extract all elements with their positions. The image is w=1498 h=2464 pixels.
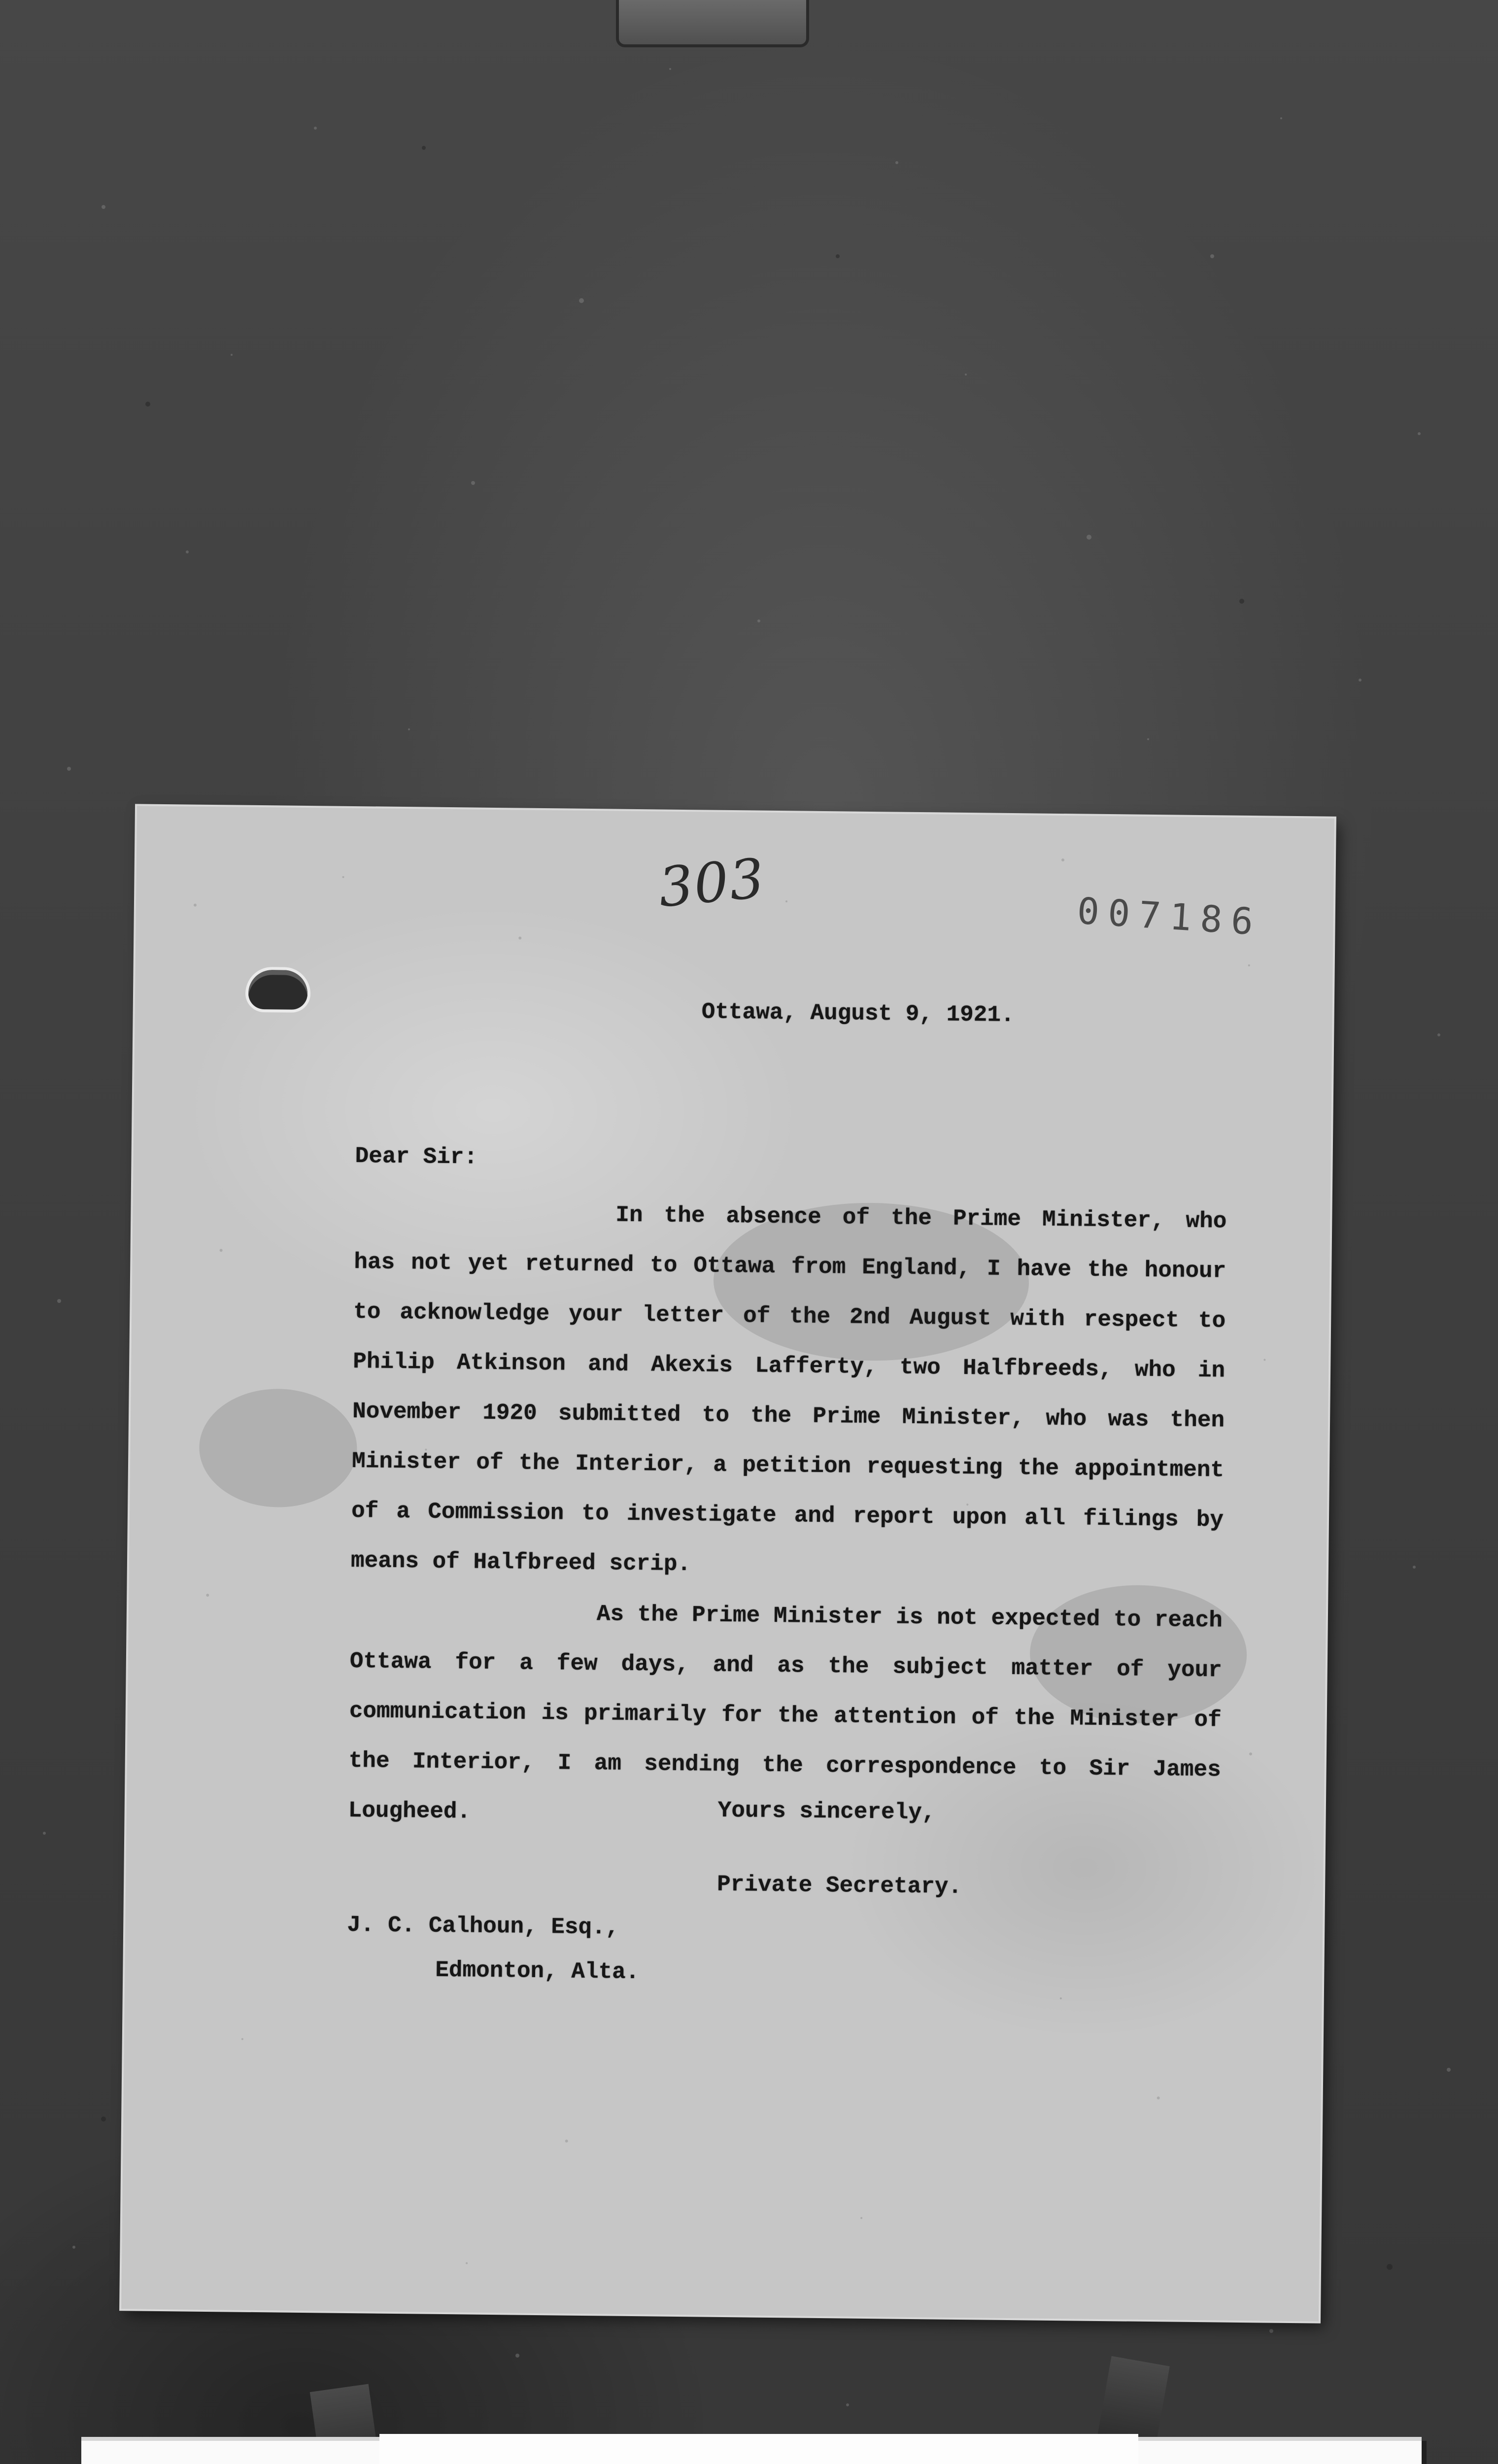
letter-sheet	[121, 806, 1334, 2321]
paragraph-2: As the Prime Minister is not expected to reach Ottawa for a few days, and as the subject matter of your communication is primarily for the attention of the Minister of the Interior, I am sending the correspondence to Sir James Lougheed.	[348, 1601, 1223, 1825]
letter-date: Ottawa, August 9, 1921.	[701, 999, 1015, 1028]
series-strip	[379, 2434, 1138, 2464]
top-film-clip	[616, 0, 809, 47]
addressee-name: J. C. Calhoun, Esq.,	[347, 1912, 619, 1941]
handwritten-folio-number: 303	[655, 846, 768, 920]
signature-title: Private Secretary.	[716, 1871, 962, 1900]
archive-card	[81, 2437, 1422, 2464]
paragraph-1: In the absence of the Prime Minister, who has not yet returned to Ottawa from England, I have the honour to acknowledge your letter of the 2nd August with respect to Philip Atkinson and Akexis Lafferty, two Halfbreeds, who in November 1920 submitted to the Prime Minister, who was then Minister of the Interior, a petition requesting the appointment of a Commission to investigate and report upon all filings by means of Halfbreed scrip.	[350, 1202, 1227, 1577]
addressee-city: Edmonton, Alta.	[435, 1957, 640, 1985]
salutation: Dear Sir:	[355, 1143, 478, 1170]
stamped-document-number: 007186	[1076, 890, 1263, 944]
letter-body	[121, 806, 1334, 2321]
closing: Yours sincerely,	[717, 1797, 936, 1826]
